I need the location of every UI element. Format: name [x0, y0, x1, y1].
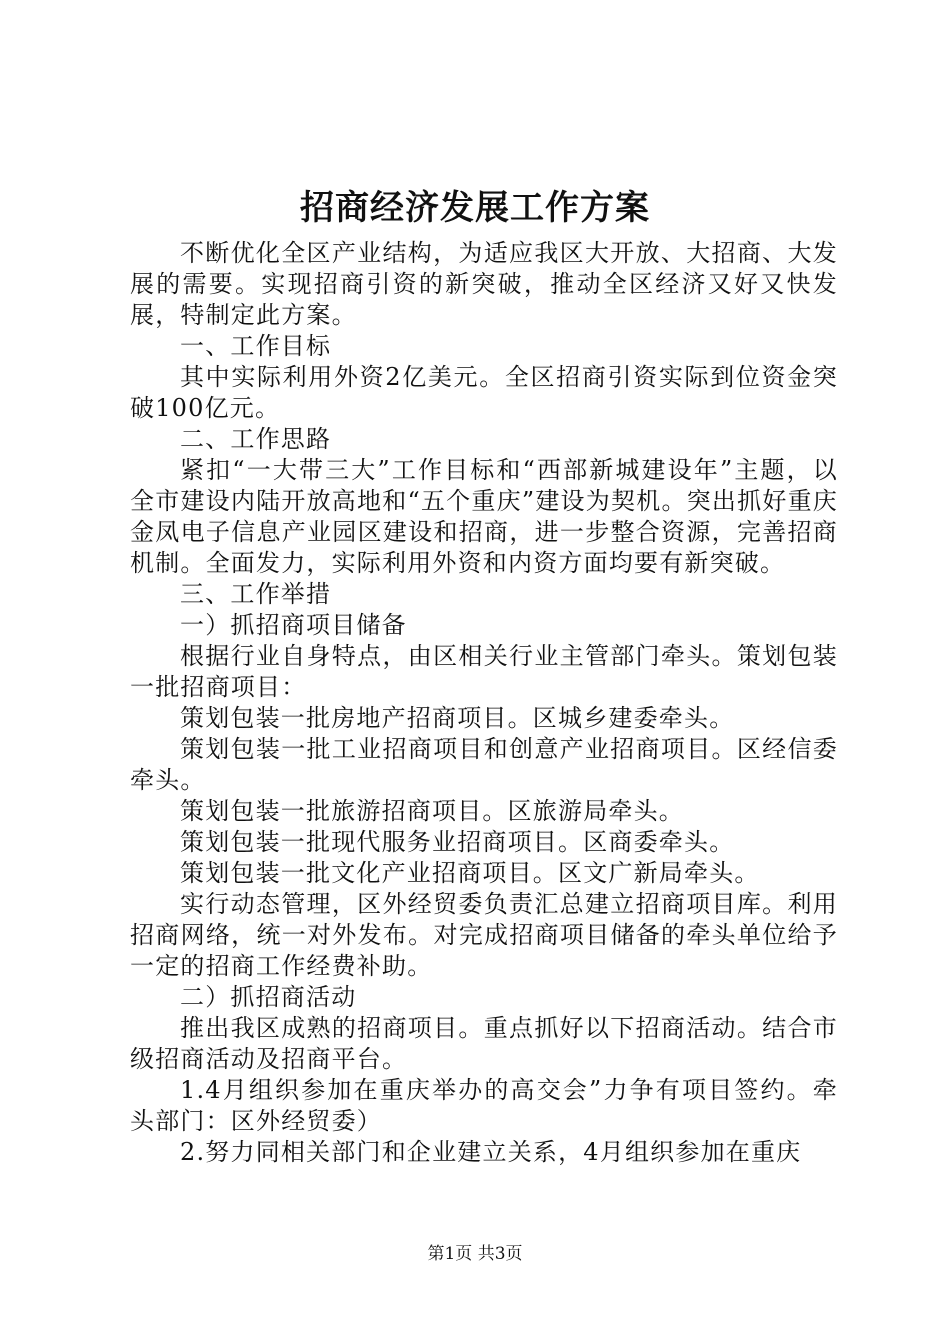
subheading-investment-activities: 二）抓招商活动: [180, 983, 357, 1011]
heading-work-measures: 三、工作举措: [180, 580, 332, 608]
page-footer: 第1页 共3页: [427, 1244, 523, 1264]
paragraph-intro: 不断优化全区产业结构，为适应我区大开放、大招商、大发展的需要。实现招商引资的新突破，推动全区经济又好又快发展，特制定此方案。: [130, 239, 838, 329]
document-body: [130, 238, 838, 1168]
paragraph-services: 策划包装一批现代服务业招商项目。区商委牵头。: [180, 828, 735, 856]
subheading-project-reserve: 一）抓招商项目储备: [180, 611, 407, 639]
paragraph-activities: 推出我区成熟的招商项目。重点抓好以下招商活动。结合市级招商活动及招商平台。: [130, 1014, 838, 1073]
paragraph-culture: 策划包装一批文化产业招商项目。区文广新局牵头。: [180, 859, 760, 887]
paragraph-goal: 其中实际利用外资2亿美元。全区招商引资实际到位资金突破100亿元。: [130, 363, 838, 422]
paragraph-industry: 策划包装一批工业招商项目和创意产业招商项目。区经信委牵头。: [130, 735, 838, 794]
paragraph-tourism: 策划包装一批旅游招商项目。区旅游局牵头。: [180, 797, 684, 825]
list-item-1: 1.4月组织参加在重庆举办的高交会”力争有项目签约。牵头部门：区外经贸委）: [130, 1076, 838, 1135]
paragraph-project-reserve: 根据行业自身特点，由区相关行业主管部门牵头。策划包装一批招商项目：: [130, 642, 838, 701]
paragraph-dynamic-management: 实行动态管理，区外经贸委负责汇总建立招商项目库。利用招商网络，统一对外发布。对完成招商项目储备的牵头单位给予一定的招商工作经费补助。: [130, 890, 838, 980]
heading-work-goal: 一、工作目标: [180, 332, 332, 360]
paragraph-approach: 紧扣“一大带三大”工作目标和“西部新城建设年”主题，以全市建设内陆开放高地和“五个重庆”建设为契机。突出抓好重庆金凤电子信息产业园区建设和招商，进一步整合资源，完善招商机制。全面发力，实际利用外资和内资方面均要有新突破。: [130, 456, 838, 577]
paragraph-real-estate: 策划包装一批房地产招商项目。区城乡建委牵头。: [180, 704, 735, 732]
heading-work-approach: 二、工作思路: [180, 425, 332, 453]
list-item-2: 2.努力同相关部门和企业建立关系，4月组织参加在重庆: [180, 1138, 802, 1166]
document-title: 招商经济发展工作方案: [300, 188, 650, 228]
